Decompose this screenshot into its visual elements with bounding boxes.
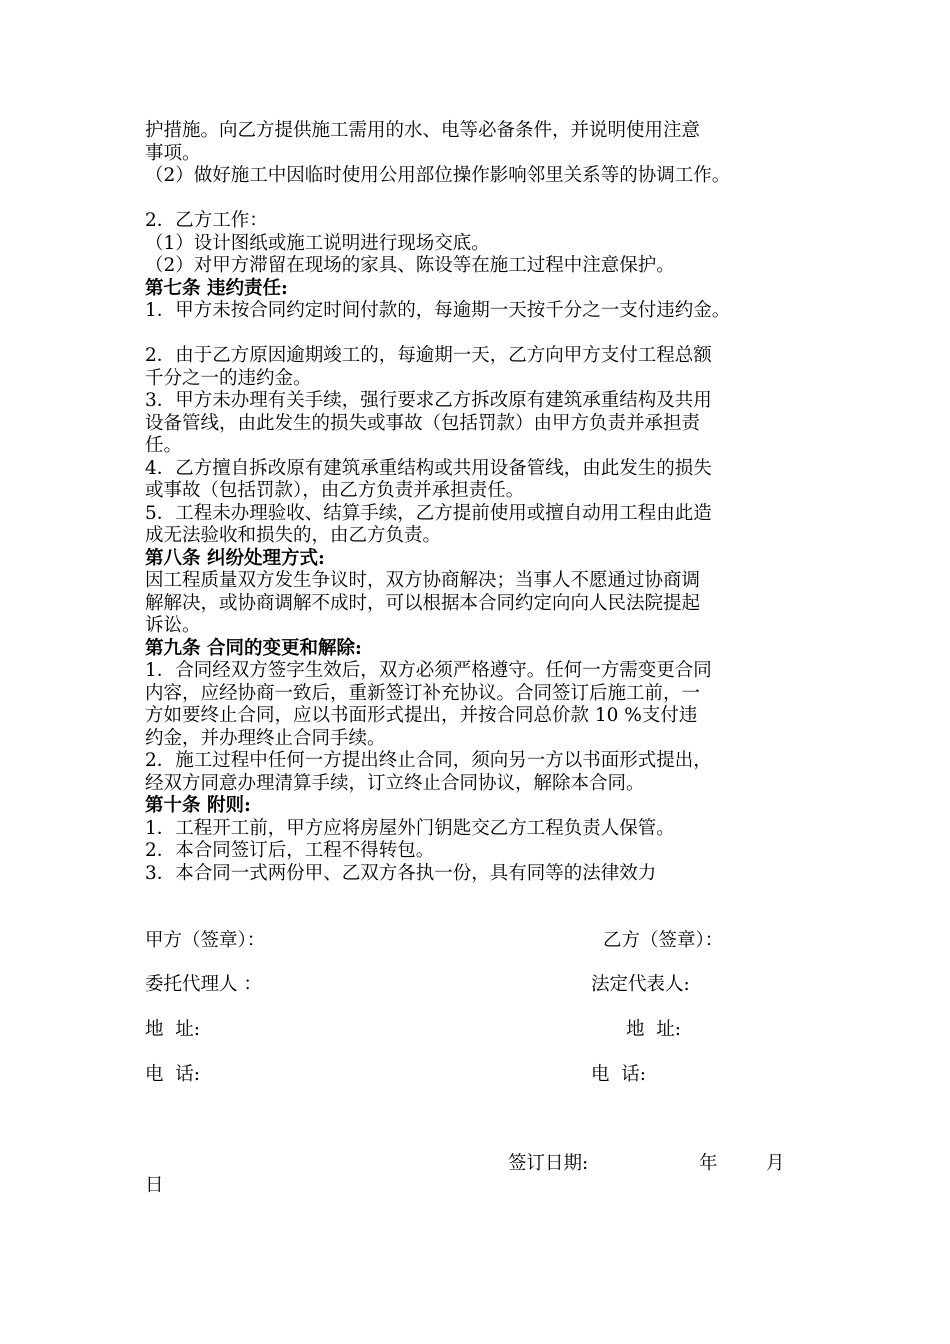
text-line: 千分之一的违约金。: [145, 367, 312, 389]
text-line: 方如要终止合同，应以书面形式提出，并按合同总价款 10 %支付违: [145, 705, 698, 726]
text-line: 设备管线，由此发生的损失或事故（包括罚款）由甲方负责并承担责: [145, 412, 701, 434]
sign-date-label: 签订日期:: [508, 1153, 589, 1174]
text-line: 或事故（包括罚款），由乙方负责并承担责任。: [145, 480, 525, 501]
text-line: 1．甲方未按合同约定时间付款的，每逾期一天按千分之一支付违约金。: [145, 300, 731, 321]
party-b-legal-rep-label: 法定代表人:: [591, 974, 690, 995]
text-line: 任。: [145, 435, 183, 456]
text-line: 因工程质量双方发生争议时，双方协商解决；当事人不愿通过协商调: [145, 570, 701, 591]
text-line: 约金，并办理终止合同手续。: [145, 727, 386, 749]
text-line: 护措施。向乙方提供施工需用的水、电等必备条件，并说明使用注意: [145, 120, 701, 141]
text-line: 经双方同意办理清算手续，订立终止合同协议，解除本合同。: [145, 772, 645, 794]
party-a-agent-label: 委托代理人 ：: [145, 974, 262, 995]
article-nine-heading: 第九条 合同的变更和解除:: [145, 637, 362, 659]
contract-body: [145, 120, 865, 885]
article-ten-heading: 第十条 附则:: [145, 795, 251, 816]
text-line: （1）设计图纸或施工说明进行现场交底。: [145, 232, 490, 254]
text-line: 1．工程开工前，甲方应将房屋外门钥匙交乙方工程负责人保管。: [145, 817, 675, 839]
text-line: 2．由于乙方原因逾期竣工的，每逾期一天，乙方向甲方支付工程总额: [145, 345, 712, 366]
party-b-seal-label: 乙方（签章）：: [603, 930, 724, 951]
text-line: 解解决，或协商调解不成时，可以根据本合同约定向向人民法院提起: [145, 592, 701, 614]
party-a-seal-label: 甲方（签章）：: [145, 930, 266, 951]
blank-line: [145, 188, 865, 211]
party-a-address-label: 地 址:: [145, 1019, 200, 1040]
party-a-phone-label: 电 话:: [145, 1064, 200, 1085]
text-line: （2）对甲方滞留在现场的家具、陈设等在施工过程中注意保护。: [145, 255, 675, 276]
text-line: 内容，应经协商一致后，重新签订补充协议。合同签订后施工前，一: [145, 682, 701, 704]
party-b-phone-label: 电 话:: [591, 1064, 646, 1085]
party-b-address-label: 地 址:: [626, 1019, 681, 1040]
blank-line: [145, 323, 865, 346]
text-line: 5．工程未办理验收、结算手续，乙方提前使用或擅自动用工程由此造: [145, 502, 712, 524]
text-line: 2．施工过程中任何一方提出终止合同，须向另一方以书面形式提出，: [145, 750, 712, 771]
text-line: 事项。: [145, 142, 201, 164]
text-line: 诉讼。: [145, 615, 201, 636]
sign-date-day: 日: [145, 1175, 164, 1196]
text-line: 3．本合同一式两份甲、乙双方各执一份，具有同等的法律效力: [145, 862, 657, 884]
article-eight-heading: 第八条 纠纷处理方式:: [145, 547, 325, 569]
party-b-work-title: 2．乙方工作：: [145, 210, 268, 231]
sign-date-month: 月: [766, 1153, 785, 1174]
text-line: 4．乙方擅自拆改原有建筑承重结构或共用设备管线，由此发生的损失: [145, 457, 712, 479]
text-line: 成无法验收和损失的，由乙方负责。: [145, 525, 442, 546]
text-line: （2）做好施工中因临时使用公用部位操作影响邻里关系等的协调工作。: [145, 165, 731, 186]
sign-date-year: 年: [699, 1153, 718, 1174]
text-line: 2．本合同签订后，工程不得转包。: [145, 840, 435, 861]
text-line: 3．甲方未办理有关手续，强行要求乙方拆改原有建筑承重结构及共用: [145, 390, 712, 411]
text-line: 1．合同经双方签字生效后，双方必须严格遵守。任何一方需变更合同: [145, 660, 712, 681]
article-seven-heading: 第七条 违约责任:: [145, 277, 288, 299]
